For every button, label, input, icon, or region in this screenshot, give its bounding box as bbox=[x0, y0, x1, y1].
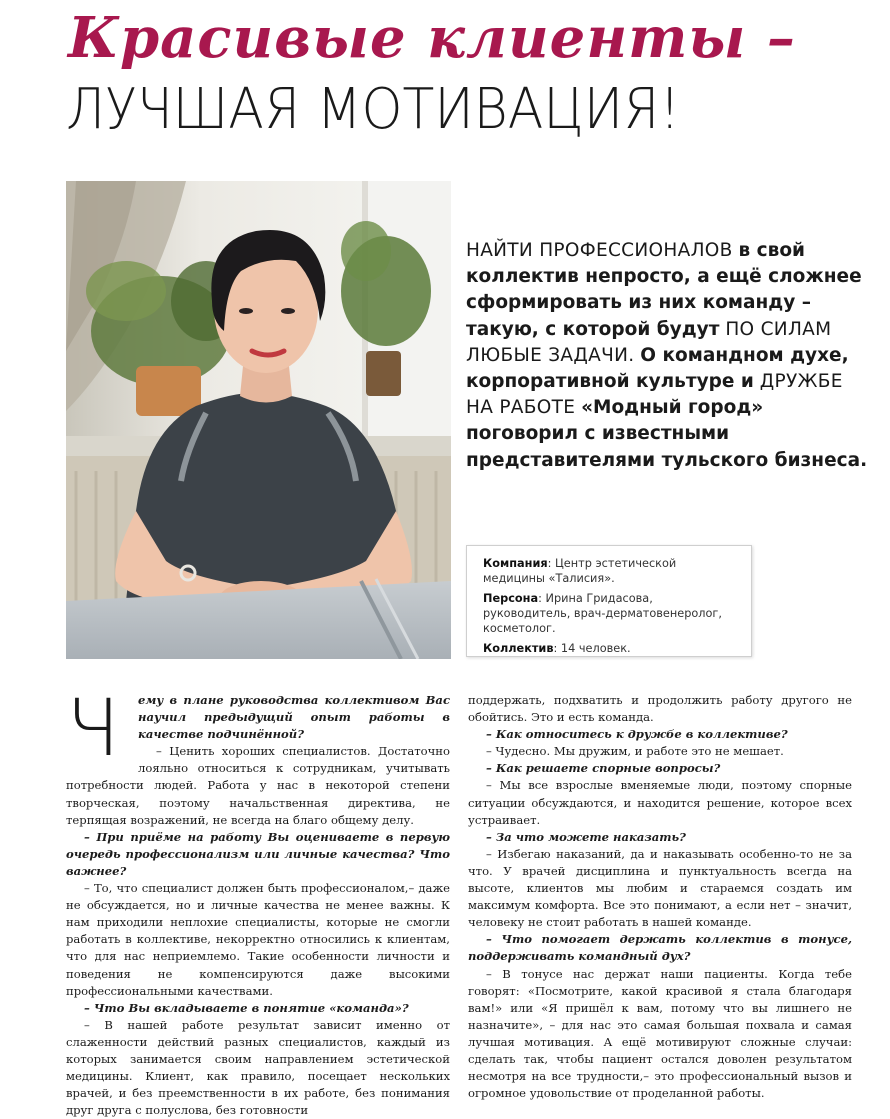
info-person-value: : Ирина Гридасова, руководитель, врач-дерматовенеролог, косметолог. bbox=[483, 592, 722, 635]
interview-question: – За что можете наказать? bbox=[486, 829, 686, 844]
info-box bbox=[466, 545, 752, 657]
interview-question: – Как решаете спорные вопросы? bbox=[486, 761, 721, 776]
interview-answer: – Мы все взрослые вменяемые люди, поэтому спорные ситуации обсуждаются, и находится решение, которое всех устраивает. bbox=[468, 778, 852, 827]
interview-answer: – То, что специалист должен быть профессионалом,– даже не обсуждается, но и личные качества не менее важны. К нам приходили неплохие специалисты, которые не смогли работать в коллективе, некорректно относились к клиентам, что для нас неприемлемо. Такие особенности личности и поведения не компенсируются даже высокими профессиональными качествами. bbox=[66, 881, 450, 998]
article-column-2 bbox=[468, 692, 852, 1102]
lead-text-2: О командном духе, корпоративной культуре и bbox=[466, 344, 849, 393]
interview-answer: поддержать, подхватить и продолжить работу другого не обойтись. Это и есть команда. bbox=[468, 693, 852, 725]
interview-question: – Что помогает держать коллектив в тонусе, поддерживать командный дух? bbox=[468, 932, 852, 964]
interview-answer: – Чудесно. Мы дружим, и работе это не мешает. bbox=[486, 744, 784, 759]
interview-answer: – В тонусе нас держат наши пациенты. Когда тебе говорят: «Посмотрите, какой красивой я стала благодаря вам!» или «Я пришёл к вам, потому что вы лишнего не назначите», – для нас это самая большая похвала и самая лучшая мотивация. А ещё мотивируют сложные случаи: сделать так, чтобы пациент остался доволен результатом несмотря на все трудности,– это профессиональный вызов и огромное удовольствие от проделанной работы. bbox=[468, 966, 852, 1101]
info-person-label: Персона bbox=[483, 592, 539, 605]
interview-question: – Что Вы вкладываете в понятие «команда»? bbox=[84, 1000, 409, 1015]
info-company-label: Компания bbox=[483, 557, 548, 570]
drop-cap: Ч bbox=[66, 684, 120, 774]
headline-line-1: Красивые клиенты – bbox=[68, 5, 796, 71]
interview-answer: – Избегаю наказаний, да и наказывать особенно-то не за что. У врачей дисциплина и пунктуальность всегда на высоте, клиентов мы любим и стараемся создать им максимум комфорта. Все это понимают, а если нет – значит, человеку не стоит работать в нашей команде. bbox=[468, 846, 852, 930]
lead-caps-1: НАЙТИ ПРОФЕССИОНАЛОВ bbox=[466, 240, 733, 261]
info-company bbox=[483, 556, 737, 586]
info-team-label: Коллектив bbox=[483, 642, 554, 655]
info-person bbox=[483, 591, 737, 636]
headline-line-2: ЛУЧШАЯ МОТИВАЦИЯ! bbox=[66, 77, 681, 142]
info-team-value: : 14 человек. bbox=[553, 642, 631, 655]
interview-answer: – В нашей работе результат зависит именно от слаженности действий разных специалистов, каждый из которых занимается своим направлением эстетической медицины. Клиент, как правило, посещает нескольких врачей, и без преемственности в их работе, без понимания друг друга с полуслова, без готовности bbox=[66, 1017, 450, 1118]
info-company-value: : Центр эстетической медицины «Талисия». bbox=[483, 557, 677, 585]
portrait-photo bbox=[66, 181, 451, 659]
interview-question: – При приёме на работу Вы оцениваете в первую очередь профессионализм или личные качества? Что важнее? bbox=[66, 829, 450, 878]
lead-caps-2: ПО СИЛАМ ЛЮБЫЕ ЗАДАЧИ. bbox=[466, 318, 832, 366]
interview-answer: – Ценить хороших специалистов. Достаточно лояльно относиться к сотрудникам, учитывать потребности людей. Работа у нас в некоторой степени творческая, поэтому начальственная директива, не терпящая возражений, не всегда на благо общему делу. bbox=[66, 744, 450, 827]
lead-paragraph bbox=[466, 238, 876, 474]
interview-question: – Как относитесь к дружбе в коллективе? bbox=[486, 727, 788, 742]
info-team bbox=[483, 641, 737, 656]
lead-text-3: «Модный город» поговорил с известными представителями тульского бизнеса. bbox=[466, 397, 868, 471]
interview-question: ему в плане руководства коллективом Вас научил предыдущий опыт работы в качестве подчинённой? bbox=[138, 693, 450, 742]
lead-text-1: в свой коллектив непросто, а ещё сложнее сформировать из них команду – такую, с которой будут bbox=[466, 240, 862, 340]
lead-caps-3: ДРУЖБЕ НА РАБОТЕ bbox=[466, 371, 843, 419]
article-column-1 bbox=[66, 684, 450, 1119]
